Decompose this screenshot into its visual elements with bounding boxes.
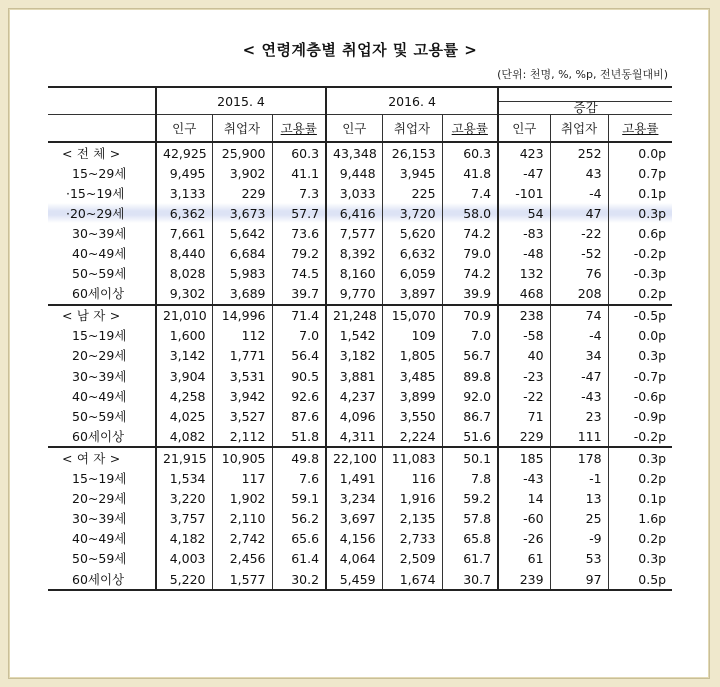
table-cell: 3,902 — [212, 163, 272, 183]
table-cell: -4 — [550, 183, 608, 203]
table-cell: -43 — [498, 469, 550, 489]
table-cell: 5,642 — [212, 223, 272, 243]
table-cell: -58 — [498, 326, 550, 346]
table-cell: 65.8 — [442, 529, 498, 549]
table-cell: 0.1p — [608, 489, 672, 509]
table-cell: 117 — [212, 469, 272, 489]
table-cell: 9,495 — [156, 163, 212, 183]
corner-cell — [48, 87, 156, 115]
table-cell: 7,661 — [156, 223, 212, 243]
table-cell: 5,220 — [156, 569, 212, 590]
table-row — [48, 366, 672, 386]
table-cell: 3,531 — [212, 366, 272, 386]
table-cell: 90.5 — [272, 366, 326, 386]
table-cell: 59.2 — [442, 489, 498, 509]
table-cell: 51.8 — [272, 426, 326, 447]
table-cell: 178 — [550, 447, 608, 468]
table-cell: 229 — [212, 183, 272, 203]
table-cell: 0.1p — [608, 183, 672, 203]
table-cell: 11,083 — [382, 447, 442, 468]
row-label: 50~59세 — [72, 551, 127, 567]
table-cell: 3,485 — [382, 366, 442, 386]
table-cell: 8,160 — [326, 264, 382, 284]
table-cell: 14,996 — [212, 305, 272, 326]
table-row — [48, 489, 672, 509]
table-cell: 49.8 — [272, 447, 326, 468]
table-cell: 57.7 — [272, 203, 326, 223]
table-cell: -0.3p — [608, 264, 672, 284]
row-label: 40~49세 — [72, 246, 127, 262]
table-cell: 116 — [382, 469, 442, 489]
table-cell: 4,025 — [156, 406, 212, 426]
table-cell: 97 — [550, 569, 608, 590]
table-cell: -23 — [498, 366, 550, 386]
table-cell: 1,542 — [326, 326, 382, 346]
table-cell: 2,733 — [382, 529, 442, 549]
table-cell: 4,258 — [156, 386, 212, 406]
table-cell: 4,064 — [326, 549, 382, 569]
table-cell: 53 — [550, 549, 608, 569]
table-cell: 8,392 — [326, 243, 382, 263]
table-cell: 22,100 — [326, 447, 382, 468]
table-cell: 74.2 — [442, 264, 498, 284]
table-cell: 87.6 — [272, 406, 326, 426]
table-cell: 2,456 — [212, 549, 272, 569]
col-rate-2015: 고용률 — [272, 115, 326, 143]
table-cell: -0.7p — [608, 366, 672, 386]
table-cell: 30.2 — [272, 569, 326, 590]
table-cell: 1,916 — [382, 489, 442, 509]
table-cell: 34 — [550, 346, 608, 366]
row-label: < 남 자 > — [48, 305, 156, 326]
table-cell: 42,925 — [156, 142, 212, 163]
table-cell: 7.0 — [442, 326, 498, 346]
col-rate-2016: 고용률 — [442, 115, 498, 143]
row-label: 15~19세 — [72, 328, 127, 344]
table-cell: 79.2 — [272, 243, 326, 263]
table-cell: 3,133 — [156, 183, 212, 203]
row-label: 60세이상 — [72, 286, 125, 302]
table-body — [48, 142, 672, 590]
row-label: 20~29세 — [72, 491, 127, 507]
employment-table — [48, 86, 672, 591]
table-title: < 연령계층별 취업자 및 고용률 > — [242, 41, 478, 59]
table-cell: 185 — [498, 447, 550, 468]
table-cell: 3,942 — [212, 386, 272, 406]
table-cell: 0.2p — [608, 284, 672, 305]
period-2016: 2016. 4 — [326, 87, 498, 115]
table-cell: 7.8 — [442, 469, 498, 489]
table-row — [48, 406, 672, 426]
table-cell: 92.6 — [272, 386, 326, 406]
col-population-2015: 인구 — [156, 115, 212, 143]
table-cell: 51.6 — [442, 426, 498, 447]
table-row — [48, 243, 672, 263]
table-cell: 1,771 — [212, 346, 272, 366]
table-cell: -60 — [498, 509, 550, 529]
table-cell: 7.0 — [272, 326, 326, 346]
table-cell: 6,059 — [382, 264, 442, 284]
table-cell: 59.1 — [272, 489, 326, 509]
table-cell: 1,600 — [156, 326, 212, 346]
table-cell: 70.9 — [442, 305, 498, 326]
table-cell: 2,110 — [212, 509, 272, 529]
table-cell: 43 — [550, 163, 608, 183]
table-row — [48, 549, 672, 569]
table-cell: 5,983 — [212, 264, 272, 284]
table-cell: 57.8 — [442, 509, 498, 529]
table-cell: 7.6 — [272, 469, 326, 489]
table-cell: 3,527 — [212, 406, 272, 426]
table-cell: 2,742 — [212, 529, 272, 549]
table-cell: 2,509 — [382, 549, 442, 569]
table-row — [48, 386, 672, 406]
row-label: 60세이상 — [48, 569, 156, 590]
table-cell: 61.4 — [272, 549, 326, 569]
table-cell: 1.6p — [608, 509, 672, 529]
table-cell: 76 — [550, 264, 608, 284]
table-cell: 111 — [550, 426, 608, 447]
table-row — [48, 529, 672, 549]
table-cell: 4,082 — [156, 426, 212, 447]
table-cell: 1,902 — [212, 489, 272, 509]
col-employed-2015: 취업자 — [212, 115, 272, 143]
table-cell: 5,459 — [326, 569, 382, 590]
table-cell: 6,632 — [382, 243, 442, 263]
row-label: 30~39세 — [72, 368, 127, 384]
table-cell: -0.5p — [608, 305, 672, 326]
table-row — [48, 326, 672, 346]
table-row — [48, 223, 672, 243]
row-label: ·15~19세 — [66, 185, 125, 201]
table-cell: 7.4 — [442, 183, 498, 203]
table-cell: 6,684 — [212, 243, 272, 263]
table-cell: -0.9p — [608, 406, 672, 426]
table-cell: 0.0p — [608, 142, 672, 163]
table-row — [48, 346, 672, 366]
table-cell: 14 — [498, 489, 550, 509]
table-cell: 3,697 — [326, 509, 382, 529]
table-row — [48, 469, 672, 489]
table-cell: 109 — [382, 326, 442, 346]
table-cell: 468 — [498, 284, 550, 305]
table-cell: 65.6 — [272, 529, 326, 549]
table-cell: 60.3 — [272, 142, 326, 163]
table-cell: 0.5p — [608, 569, 672, 590]
table-cell: 47 — [550, 203, 608, 223]
table-cell: 54 — [498, 203, 550, 223]
table-cell: 2,112 — [212, 426, 272, 447]
table-cell: 225 — [382, 183, 442, 203]
table-cell: 252 — [550, 142, 608, 163]
table-cell: 61 — [498, 549, 550, 569]
table-cell: 3,897 — [382, 284, 442, 305]
table-cell: 3,033 — [326, 183, 382, 203]
table-cell: 3,881 — [326, 366, 382, 386]
table-cell: 41.1 — [272, 163, 326, 183]
row-label: 30~39세 — [72, 511, 127, 527]
table-cell: 0.3p — [608, 346, 672, 366]
table-row — [48, 509, 672, 529]
row-label: 15~19세 — [72, 471, 127, 487]
col-rate-change: 고용률 — [608, 115, 672, 143]
row-label: 50~59세 — [72, 266, 127, 282]
table-cell: -0.6p — [608, 386, 672, 406]
table-cell: 61.7 — [442, 549, 498, 569]
period-change-label: 증감 — [573, 100, 598, 115]
table-cell: 3,673 — [212, 203, 272, 223]
table-cell: 7.3 — [272, 183, 326, 203]
table-cell: 0.2p — [608, 529, 672, 549]
table-cell: 71 — [498, 406, 550, 426]
table-cell: 8,440 — [156, 243, 212, 263]
table-cell: 0.2p — [608, 469, 672, 489]
row-label: < 여 자 > — [48, 447, 156, 468]
table-cell: 4,237 — [326, 386, 382, 406]
table-cell: 60.3 — [442, 142, 498, 163]
table-cell: 9,770 — [326, 284, 382, 305]
table-row — [48, 447, 672, 468]
table-cell: 1,577 — [212, 569, 272, 590]
table-cell: 71.4 — [272, 305, 326, 326]
table-row — [48, 305, 672, 326]
table-cell: 73.6 — [272, 223, 326, 243]
table-cell: 3,142 — [156, 346, 212, 366]
table-row — [48, 426, 672, 447]
table-cell: -47 — [550, 366, 608, 386]
row-label: 30~39세 — [72, 225, 127, 241]
row-label: 50~59세 — [72, 408, 127, 424]
table-cell: -0.2p — [608, 426, 672, 447]
table-cell: 50.1 — [442, 447, 498, 468]
table-cell: 3,234 — [326, 489, 382, 509]
table-cell: 30.7 — [442, 569, 498, 590]
table-cell: 89.8 — [442, 366, 498, 386]
table-row — [48, 183, 672, 203]
corner-cell-2 — [48, 115, 156, 143]
table-cell: -22 — [550, 223, 608, 243]
table-row — [48, 284, 672, 305]
table-row — [48, 142, 672, 163]
col-employed-change: 취업자 — [550, 115, 608, 143]
table-cell: 6,416 — [326, 203, 382, 223]
row-label: 40~49세 — [72, 388, 127, 404]
table-cell: 4,003 — [156, 549, 212, 569]
table-cell: 6,362 — [156, 203, 212, 223]
period-change — [498, 87, 672, 115]
table-cell: 3,904 — [156, 366, 212, 386]
table-cell: -22 — [498, 386, 550, 406]
table-cell: 3,945 — [382, 163, 442, 183]
table-cell: 0.3p — [608, 203, 672, 223]
table-cell: 86.7 — [442, 406, 498, 426]
table-cell: 74.5 — [272, 264, 326, 284]
table-cell: -0.2p — [608, 243, 672, 263]
table-cell: 132 — [498, 264, 550, 284]
table-cell: -52 — [550, 243, 608, 263]
table-cell: 8,028 — [156, 264, 212, 284]
table-cell: 2,135 — [382, 509, 442, 529]
table-cell: -4 — [550, 326, 608, 346]
table-cell: 56.2 — [272, 509, 326, 529]
table-cell: 41.8 — [442, 163, 498, 183]
table-cell: 21,248 — [326, 305, 382, 326]
row-label: ·20~29세 — [48, 203, 156, 223]
table-cell: 25 — [550, 509, 608, 529]
table-cell: 0.7p — [608, 163, 672, 183]
row-label: 15~29세 — [72, 165, 127, 181]
table-cell: 3,550 — [382, 406, 442, 426]
table-cell: 0.3p — [608, 549, 672, 569]
period-header-row — [48, 87, 672, 115]
table-cell: 26,153 — [382, 142, 442, 163]
table-cell: 56.7 — [442, 346, 498, 366]
period-2015: 2015. 4 — [156, 87, 326, 115]
table-cell: 3,689 — [212, 284, 272, 305]
table-cell: 4,182 — [156, 529, 212, 549]
col-population-change: 인구 — [498, 115, 550, 143]
table-cell: 3,720 — [382, 203, 442, 223]
table-row — [48, 163, 672, 183]
table-cell: 10,905 — [212, 447, 272, 468]
table-cell: -9 — [550, 529, 608, 549]
table-cell: -26 — [498, 529, 550, 549]
table-cell: 239 — [498, 569, 550, 590]
table-cell: 56.4 — [272, 346, 326, 366]
table-cell: -83 — [498, 223, 550, 243]
table-cell: 229 — [498, 426, 550, 447]
table-cell: 39.7 — [272, 284, 326, 305]
table-cell: 23 — [550, 406, 608, 426]
row-label: 20~29세 — [72, 348, 127, 364]
table-cell: 4,096 — [326, 406, 382, 426]
table-cell: 423 — [498, 142, 550, 163]
table-cell: 3,757 — [156, 509, 212, 529]
table-cell: 5,620 — [382, 223, 442, 243]
table-row — [48, 203, 672, 223]
table-cell: -43 — [550, 386, 608, 406]
table-cell: 3,182 — [326, 346, 382, 366]
table-cell: 3,899 — [382, 386, 442, 406]
table-cell: 39.9 — [442, 284, 498, 305]
table-row — [48, 569, 672, 590]
table-cell: -48 — [498, 243, 550, 263]
table-cell: 2,224 — [382, 426, 442, 447]
table-cell: 13 — [550, 489, 608, 509]
table-cell: 21,010 — [156, 305, 212, 326]
table-cell: 1,805 — [382, 346, 442, 366]
row-label: 60세이상 — [72, 428, 125, 444]
row-label: < 전 체 > — [62, 145, 121, 161]
table-cell: 40 — [498, 346, 550, 366]
table-cell: 74 — [550, 305, 608, 326]
table-cell: 9,302 — [156, 284, 212, 305]
row-label: 40~49세 — [72, 531, 127, 547]
table-cell: -1 — [550, 469, 608, 489]
table-cell: 92.0 — [442, 386, 498, 406]
table-cell: 0.6p — [608, 223, 672, 243]
table-cell: 7,577 — [326, 223, 382, 243]
col-employed-2016: 취업자 — [382, 115, 442, 143]
col-population-2016: 인구 — [326, 115, 382, 143]
table-cell: 1,534 — [156, 469, 212, 489]
table-cell: 3,220 — [156, 489, 212, 509]
unit-note: (단위: 천명, %, %p, 전년동월대비) — [497, 68, 668, 81]
column-header-row — [48, 115, 672, 143]
table-cell: 43,348 — [326, 142, 382, 163]
table-cell: 9,448 — [326, 163, 382, 183]
table-cell: 1,674 — [382, 569, 442, 590]
table-cell: -47 — [498, 163, 550, 183]
table-cell: 4,311 — [326, 426, 382, 447]
table-cell: 0.0p — [608, 326, 672, 346]
table-cell: 74.2 — [442, 223, 498, 243]
table-cell: 238 — [498, 305, 550, 326]
table-cell: -101 — [498, 183, 550, 203]
table-cell: 1,491 — [326, 469, 382, 489]
table-cell: 112 — [212, 326, 272, 346]
table-cell: 21,915 — [156, 447, 212, 468]
table-cell: 208 — [550, 284, 608, 305]
table-cell: 58.0 — [442, 203, 498, 223]
table-row — [48, 264, 672, 284]
table-cell: 0.3p — [608, 447, 672, 468]
table-cell: 4,156 — [326, 529, 382, 549]
table-cell: 79.0 — [442, 243, 498, 263]
table-cell: 15,070 — [382, 305, 442, 326]
table-cell: 25,900 — [212, 142, 272, 163]
